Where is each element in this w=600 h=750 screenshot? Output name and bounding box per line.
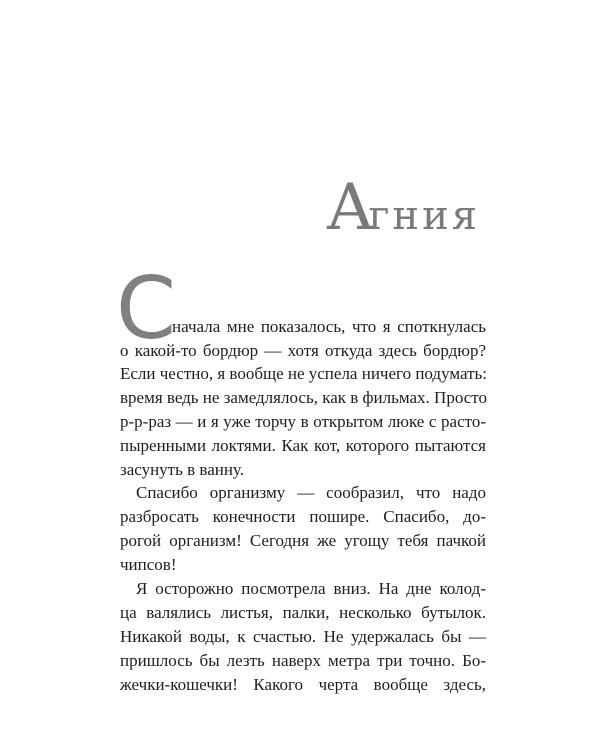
text-line: чипсов! [120, 555, 177, 574]
chapter-title-rest: гния [368, 193, 480, 239]
text-line: засунуть в ванну. [120, 460, 244, 479]
text-line: пыренными локтями. Как кот, которого пытаются [120, 436, 486, 455]
text-line: Я осторожно посмотрела вниз. На дне колод- [136, 579, 486, 598]
text-line: Спасибо организму — сообразил, что надо [136, 483, 486, 502]
text-line: р-р-раз — и я уже торчу в открытом люке с расто- [120, 412, 486, 431]
text-line: разбросать конечности пошире. Спасибо, до- [120, 507, 486, 526]
drop-cap: С [116, 259, 177, 359]
text-line: ца валялись листья, палки, несколько бутылок. [120, 603, 486, 622]
text-line: Никакой воды, к счастью. Не удержалась бы — [120, 627, 486, 646]
text-line: начала мне показалось, что я споткнулась [172, 317, 486, 336]
text-line: рогой организм! Сегодня же угощу тебя пачкой [120, 531, 486, 550]
chapter-title [326, 171, 480, 245]
text-line: Если честно, я вообще не успела ничего подумать: [120, 364, 488, 383]
text-line: о какой-то бордюр — хотя откуда здесь бордюр? [120, 341, 486, 360]
text-line: пришлось бы лезть наверх метра три точно. Бо- [120, 651, 486, 670]
chapter-title-initial: А [326, 171, 375, 245]
text-line: жечки-кошечки! Какого черта вообще здесь, [120, 675, 486, 694]
text-line: время ведь не замедлялось, как в фильмах. Просто [120, 388, 488, 407]
